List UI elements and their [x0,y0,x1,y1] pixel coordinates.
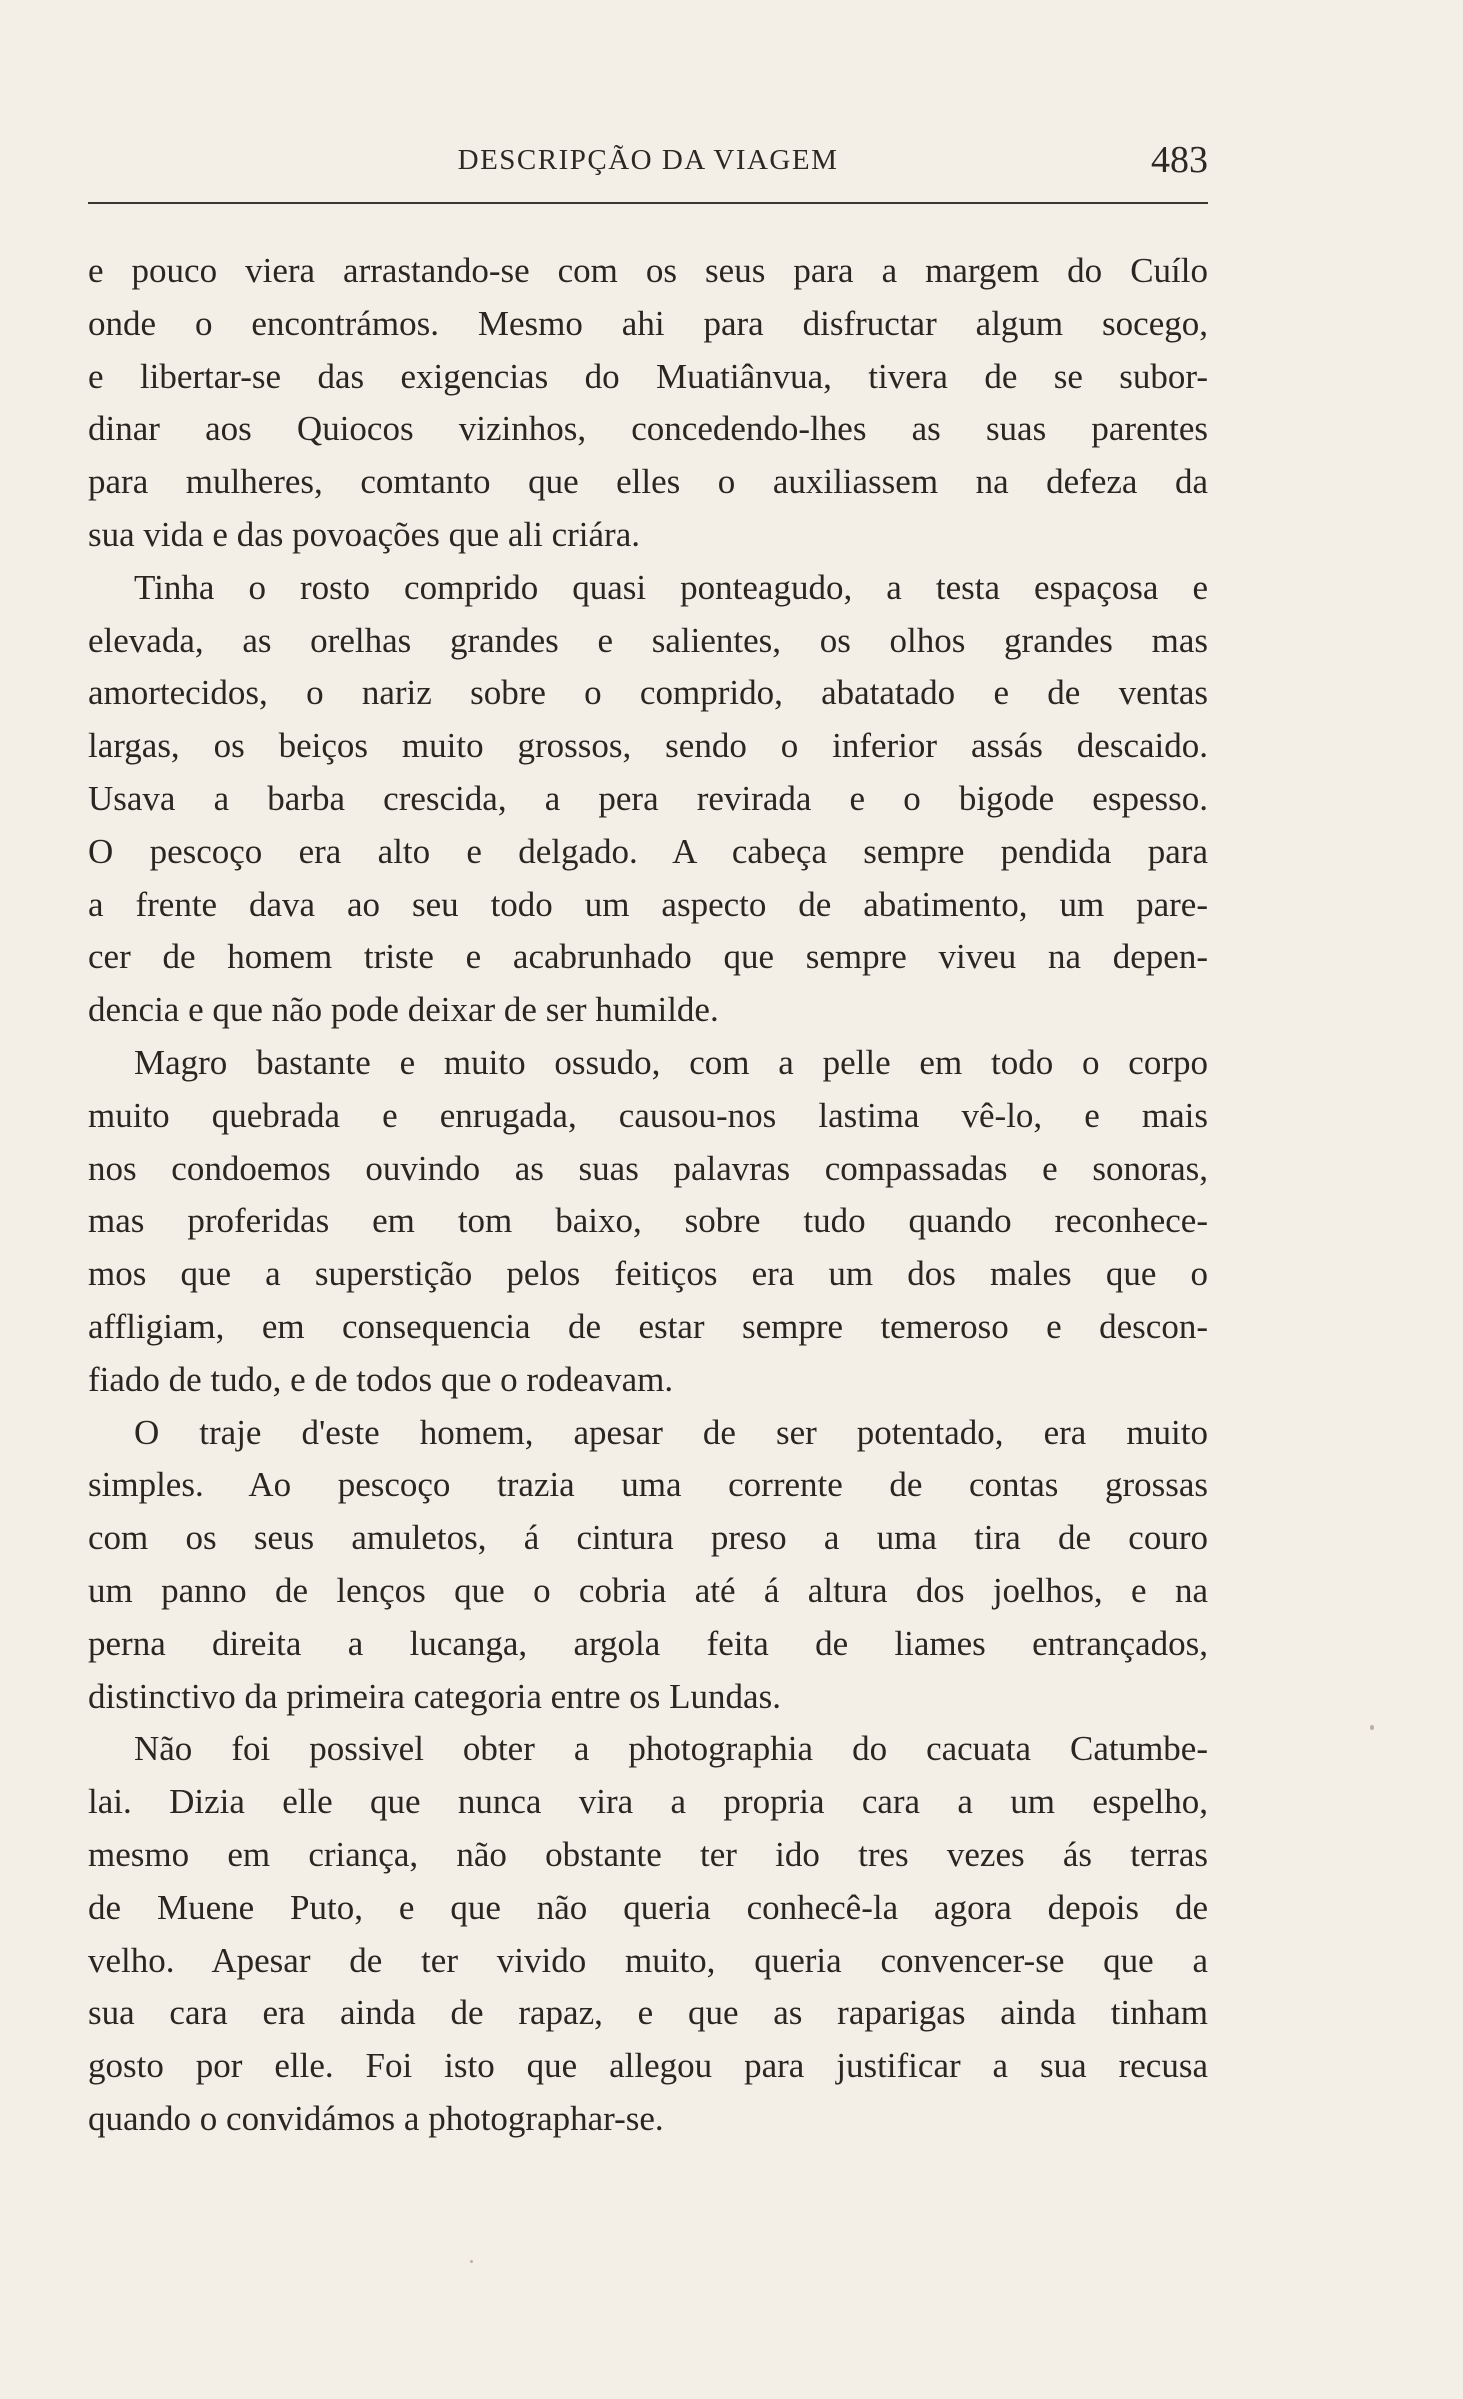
running-header [88,138,1208,188]
page-number: 483 [1151,139,1208,181]
text-line: velho. Apesar de ter vivido muito, queria convencer-se que a [88,1940,1208,1980]
text-line: mas proferidas em tom baixo, sobre tudo quando reconhece- [88,1201,1208,1241]
text-line: Tinha o rosto comprido quasi ponteagudo, a testa espaçosa e [134,567,1208,607]
text-line: distinctivo da primeira categoria entre os Lundas. [88,1676,781,1716]
text-line: cer de homem triste e acabrunhado que sempre viveu na depen- [88,937,1208,977]
text-line: mos que a superstição pelos feitiços era um dos males que o [88,1254,1208,1294]
running-title: DESCRIPÇÃO DA VIAGEM [457,144,839,176]
text-line: a frente dava ao seu todo um aspecto de abatimento, um pare- [88,884,1208,924]
text-line: nos condoemos ouvindo as suas palavras compassadas e sonoras, [88,1148,1208,1188]
text-line: dinar aos Quiocos vizinhos, concedendo-lhes as suas parentes [88,409,1208,449]
text-line: amortecidos, o nariz sobre o comprido, abatatado e de ventas [88,673,1208,713]
text-line: de Muene Puto, e que não queria conhecê-la agora depois de [88,1887,1208,1927]
text-line: simples. Ao pescoço trazia uma corrente de contas grossas [88,1465,1208,1505]
text-line: Não foi possivel obter a photographia do cacuata Catumbe- [134,1729,1208,1769]
text-line: Usava a barba crescida, a pera revirada e o bigode espesso. [88,778,1208,818]
text-line: para mulheres, comtanto que elles o auxiliassem na defeza da [88,462,1208,502]
text-line: elevada, as orelhas grandes e salientes, os olhos grandes mas [88,620,1208,660]
text-line: e pouco viera arrastando-se com os seus para a margem do Cuílo [88,251,1208,290]
text-line: perna direita a lucanga, argola feita de liames entrançados, [88,1623,1208,1663]
text-line: um panno de lenços que o cobria até á altura dos joelhos, e na [88,1570,1208,1610]
text-line: muito quebrada e enrugada, causou-nos lastima vê-lo, e mais [88,1095,1208,1135]
text-line: lai. Dizia elle que nunca vira a propria cara a um espelho, [88,1782,1208,1822]
text-line: sua cara era ainda de rapaz, e que as raparigas ainda tinham [88,1993,1208,2033]
header-rule [88,202,1208,204]
text-line: fiado de tudo, e de todos que o rodeavam. [88,1359,674,1399]
text-line: dencia e que não pode deixar de ser humilde. [88,990,719,1030]
paper-speck [1370,1725,1374,1730]
text-line: mesmo em criança, não obstante ter ido tres vezes ás terras [88,1834,1208,1874]
text-line: quando o convidámos a photographar-se. [88,2098,664,2138]
text-line: onde o encontrámos. Mesmo ahi para disfructar algum socego, [88,303,1208,343]
text-line: affligiam, em consequencia de estar sempre temeroso e descon- [88,1306,1208,1346]
text-line: sua vida e das povoações que ali criára. [88,514,640,554]
text-line: largas, os beiços muito grossos, sendo o inferior assás descaido. [88,726,1208,766]
paper-speck [470,2260,473,2263]
text-line: gosto por elle. Foi isto que allegou para justificar a sua recusa [88,2046,1208,2086]
text-line: O traje d'este homem, apesar de ser potentado, era muito [134,1412,1208,1452]
text-line: Magro bastante e muito ossudo, com a pelle em todo o corpo [134,1042,1208,1082]
text-line: O pescoço era alto e delgado. A cabeça sempre pendida para [88,831,1208,871]
body-text [88,245,1208,2146]
text-line: com os seus amuletos, á cintura preso a uma tira de couro [88,1518,1208,1558]
text-line: e libertar-se das exigencias do Muatiânvua, tivera de se subor- [88,356,1208,396]
